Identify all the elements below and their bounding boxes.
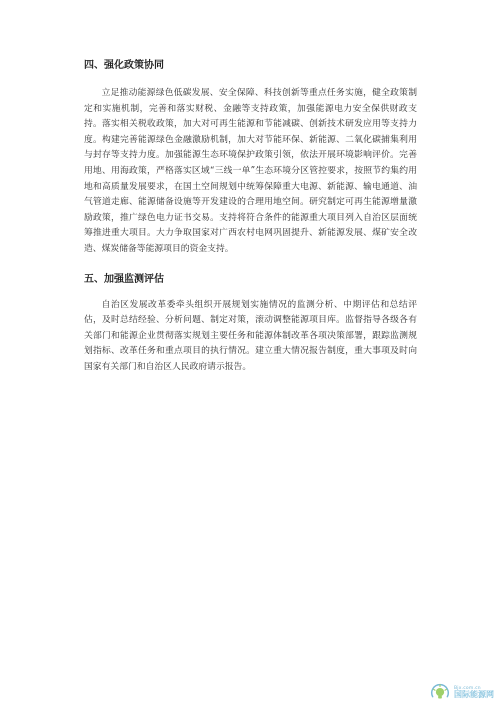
section-heading-monitoring-evaluation: 五、加强监测评估 <box>84 273 164 285</box>
section-paragraph-monitoring-evaluation: 自治区发展改革委牵头组织开展规划实施情况的监测分析、中期评估和总结评估，及时总结经验、分析问题、制定对策，滚动调整能源项目库。监督指导各级各有关部门和能源企业贯彻落实规划主要任务和能源体制改革各项决策部署，跟踪监测规划指标、改革任务和重点项目的执行情况。建立重大情况报告制度，重大事项及时向国家有关部门和自治区人民政府请示报告。 <box>84 299 417 372</box>
lightbulb-logo-icon <box>429 682 451 704</box>
document-body <box>84 58 417 376</box>
section-heading-policy-coordination: 四、强化政策协同 <box>84 60 164 71</box>
watermark-site: Bjx.com.cn <box>454 685 481 691</box>
watermark-text <box>454 687 494 700</box>
watermark <box>429 682 494 704</box>
watermark-name: 国际能源网 <box>454 690 494 700</box>
section-paragraph-policy-coordination: 立足推动能源绿色低碳发展、安全保障、科技创新等重点任务实施，健全政策制定和实施机制，完善和落实财税、金融等支持政策，加强能源电力安全保供财政支持。落实相关税收政策，加大对可再生能源和节能减碳、创新技术研发应用等支持力度。构建完善能源绿色金融激励机制，加大对节能环保、新能源、二氧化碳捕集利用与封存等支持力度。加强能源生态环境保护政策引领，依法开展环境影响评价。完善用地、用海政策，严格落实区域“三线一单”生态环境分区管控要求，按照节约集约用地和高质量发展要求，在国土空间规划中统筹保障重大电源、新能源、输电通道、油气管道走廊、能源储备设施等开发建设的合理用地空间。研究制定可再生能源增量激励政策，推广绿色电力证书交易。支持将符合条件的能源重大项目列入自治区层面统筹推进重大项目。大力争取国家对广西农村电网巩固提升、新能源发展、煤矿安全改造、煤炭储备等能源项目的资金支持。 <box>84 88 417 254</box>
